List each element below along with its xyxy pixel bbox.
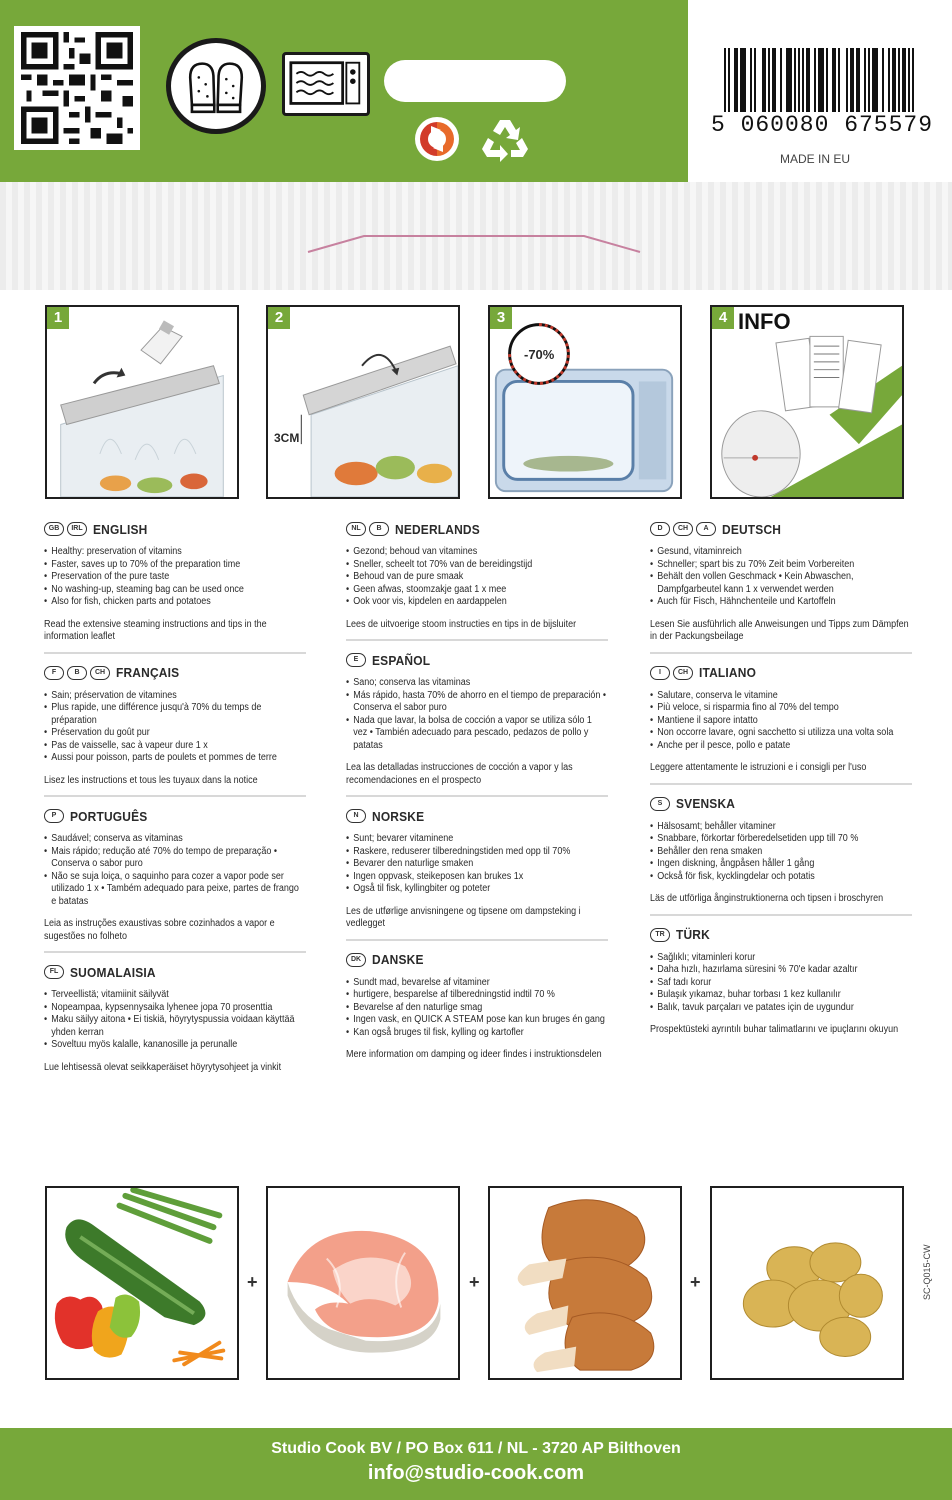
language-name: TÜRK <box>676 927 710 942</box>
benefit-item: • Não se suja loiça, o saquinho para cozer a vapor pode ser utilizado 1 x • Também adequado para peixe, partes de frango e batatas <box>44 871 306 909</box>
potatoes-image <box>712 1188 902 1378</box>
instruction-note: Lea las detalladas instrucciones de cocción a vapor y las recomendaciones en el prospecto <box>346 762 573 786</box>
benefit-item: • Sneller, scheelt tot 70% van de bereidingstijd <box>346 559 608 572</box>
benefit-item: • Nopeampaa, kypsennysaika lyhenee jopa 70 prosenttia <box>44 1002 306 1015</box>
country-code-badge: P <box>44 809 64 823</box>
country-code-badge: CH <box>673 522 693 536</box>
benefit-item: • Sunt; bevarer vitaminene <box>346 833 608 846</box>
benefit-item: • Sano; conserva las vitaminas <box>346 677 608 690</box>
benefit-item: • Ingen vask, en QUICK A STEAM pose kan kun bruges én gang <box>346 1014 608 1027</box>
country-code-badge: CH <box>673 666 693 680</box>
benefit-list <box>44 833 306 908</box>
benefit-item: • Også til fisk, kyllingbiter og poteter <box>346 883 608 896</box>
food-salmon-panel <box>266 1186 460 1380</box>
plus-sign: + <box>247 1272 258 1292</box>
language-header <box>346 805 608 827</box>
language-section <box>346 649 608 797</box>
leaflet-egg-timer-illustration <box>712 307 902 497</box>
language-section <box>650 518 912 654</box>
language-column-right <box>650 518 912 1053</box>
company-email: info@studio-cook.com <box>367 1462 585 1484</box>
language-header <box>650 793 912 815</box>
benefit-item: • Préservation du goût pur <box>44 727 306 740</box>
instruction-note: Les de utførlige anvisningene og tipsene om dampsteking i vedlegget <box>346 905 581 929</box>
benefit-item: • Plus rapide, une différence jusqu'à 70% du temps de préparation <box>44 702 306 727</box>
step-number: 3 <box>490 307 512 329</box>
instruction-note: Lue lehtisessä olevat seikkaperäiset höyrytysohjeet ja vinkit <box>44 1061 282 1073</box>
barcode-area <box>688 0 952 182</box>
instruction-note: Läs de utförliga ånginstruktionerna och tipsen i broschyren <box>650 893 884 904</box>
country-code-badge: B <box>369 522 389 536</box>
language-column-middle <box>346 518 608 1078</box>
instruction-note: Read the extensive steaming instructions and tips in the information leaflet <box>44 618 267 642</box>
instruction-note: Leia as instruções exaustivas sobre cozinhados a vapor e sugestões no folheto <box>44 918 275 942</box>
language-name: SUOMALAISIA <box>70 964 156 980</box>
benefit-item: • Preservation of the pure taste <box>44 571 306 584</box>
recycle-icon <box>480 116 530 162</box>
language-name: ITALIANO <box>699 665 757 680</box>
benefit-list <box>346 977 608 1040</box>
benefit-item: • Saf tadı korur <box>650 977 912 990</box>
benefit-item: • Sundt mad, bevarelse af vitaminer <box>346 977 608 990</box>
country-code-badge: NL <box>346 522 366 536</box>
language-header <box>44 518 306 540</box>
company-address: Studio Cook BV / PO Box 611 / NL - 3720 AP Bilthoven <box>271 1440 681 1457</box>
benefit-list <box>346 833 608 896</box>
step-number: 1 <box>47 307 69 329</box>
benefit-item: • Kan også bruges til fisk, kylling og kartofler <box>346 1027 608 1040</box>
step-3-label: -70% <box>524 347 555 362</box>
benefit-item: • Saudável; conserva as vitaminas <box>44 833 306 846</box>
benefit-item: • Faster, saves up to 70% of the preparation time <box>44 559 306 572</box>
language-section <box>346 949 608 1070</box>
benefit-item: • Sağlıklı; vitaminleri korur <box>650 952 912 965</box>
country-code-badge: S <box>650 797 670 811</box>
language-header <box>346 949 608 971</box>
benefit-item: • Raskere, reduserer tilberedningstiden med opp til 70% <box>346 846 608 859</box>
benefit-list <box>44 546 306 609</box>
benefit-item: • Gesund, vitaminreich <box>650 546 912 559</box>
benefit-item: • Behåller den rena smaken <box>650 846 912 859</box>
salmon-image <box>268 1188 458 1378</box>
benefit-item: • Behält den vollen Geschmack • Kein Abwaschen, Dampfgarbeutel kann 1 x verwendet werden <box>650 571 912 596</box>
instruction-note: Leggere attentamente le istruzioni e i consigli per l'uso <box>650 762 867 773</box>
benefit-item: • Hälsosamt; behåller vitaminer <box>650 821 912 834</box>
country-code-badge: I <box>650 666 670 680</box>
vegetables-image <box>47 1188 237 1378</box>
instruction-note: Lisez les instructions et tous les tuyaux dans la notice <box>44 774 258 786</box>
language-name: NORSKE <box>372 808 425 824</box>
language-column-left <box>44 518 306 1090</box>
barcode <box>724 48 914 118</box>
microwave-icon <box>282 52 370 116</box>
step-number: 2 <box>268 307 290 329</box>
benefit-item: • Daha hızlı, hazırlama süresini % 70'e kadar azaltır <box>650 964 912 977</box>
benefit-item: • Snabbare, förkortar förberedelsetiden upp till 70 % <box>650 833 912 846</box>
benefit-item: • Mantiene il sapore intatto <box>650 715 912 728</box>
benefit-item: • Bevarelse af den naturlige smag <box>346 1002 608 1015</box>
country-code-badge: B <box>67 666 87 680</box>
language-header <box>346 649 608 671</box>
benefit-item: • Sain; préservation de vitamines <box>44 690 306 703</box>
made-in-label: MADE IN EU <box>780 152 851 166</box>
language-section <box>346 518 608 641</box>
language-section <box>44 518 306 654</box>
country-code-badge: D <box>650 522 670 536</box>
benefit-item: • Più veloce, si risparmia fino al 70% del tempo <box>650 702 912 715</box>
country-code-badge: IRL <box>67 522 87 536</box>
food-vegetables-panel <box>45 1186 239 1380</box>
benefit-item: • Behoud van de pure smaak <box>346 571 608 584</box>
food-potatoes-panel <box>710 1186 904 1380</box>
benefit-item: • Mais rápido; redução até 70% do tempo de preparação • Conserva o sabor puro <box>44 846 306 871</box>
pour-sauce-illustration <box>47 307 237 497</box>
seal-bag-illustration <box>268 307 458 497</box>
language-section <box>650 924 912 1045</box>
qr-code <box>14 26 140 150</box>
benefit-item: • Más rápido, hasta 70% de ahorro en el tiempo de preparación • Conserva el sabor puro <box>346 690 608 715</box>
benefit-list <box>44 690 306 765</box>
instruction-note: Prospektüsteki ayrıntılı buhar talimatlarını ve ipuçlarını okuyun <box>650 1024 899 1035</box>
language-header <box>650 518 912 540</box>
benefit-item: • hurtigere, besparelse af tilberedningstid indtil 70 % <box>346 989 608 1002</box>
language-section <box>44 961 306 1082</box>
country-code-badge: TR <box>650 928 670 942</box>
benefit-item: • Geen afwas, stoomzakje gaat 1 x mee <box>346 584 608 597</box>
benefit-item: • Bulaşık yıkamaz, buhar torbası 1 kez kullanılır <box>650 989 912 1002</box>
language-section <box>650 662 912 785</box>
plus-sign: + <box>469 1272 480 1292</box>
country-code-badge: F <box>44 666 64 680</box>
benefit-list <box>346 546 608 609</box>
benefit-item: • Aussi pour poisson, parts de poulets et pommes de terre <box>44 752 306 765</box>
benefit-list <box>346 677 608 752</box>
benefit-item: • Ingen diskning, ångpåsen håller 1 gång <box>650 858 912 871</box>
language-name: ESPAÑOL <box>372 652 431 668</box>
language-section <box>650 793 912 916</box>
benefit-item: • Också för fisk, kycklingdelar och potatis <box>650 871 912 884</box>
benefit-item: • Nada que lavar, la bolsa de cocción a vapor se utiliza sólo 1 vez • También adecuado para pescado, pedazos de pollo y patatas <box>346 715 608 753</box>
food-chicken-panel <box>488 1186 682 1380</box>
language-header <box>650 924 912 946</box>
language-section <box>44 662 306 798</box>
language-header <box>44 961 306 983</box>
benefit-item: • Terveellistä; vitamiinit säilyvät <box>44 989 306 1002</box>
benefit-item: • Gezond; behoud van vitamines <box>346 546 608 559</box>
benefit-item: • Ingen oppvask, steikeposen kan brukes 1x <box>346 871 608 884</box>
benefit-list <box>650 690 912 753</box>
language-name: DEUTSCH <box>722 521 782 537</box>
step-number: 4 <box>712 307 734 329</box>
benefit-item: • Anche per il pesce, pollo e patate <box>650 740 912 753</box>
country-code-badge: N <box>346 809 366 823</box>
instruction-note: Lees de uitvoerige stoom instructies en tips in de bijsluiter <box>346 618 577 630</box>
language-section <box>44 805 306 953</box>
benefit-item: • Soveltuu myös kalalle, kananosille ja perunalle <box>44 1039 306 1052</box>
step-1-panel <box>45 305 239 499</box>
benefit-list <box>650 821 912 884</box>
barcode-number: 5 060080 675579 <box>708 112 936 138</box>
step-2-label: 3CM <box>274 431 300 445</box>
country-code-badge: E <box>346 653 366 667</box>
benefit-item: • Salutare, conserva le vitamine <box>650 690 912 703</box>
step-3-panel <box>488 305 682 499</box>
instruction-note: Mere information om damping og ideer findes i instruktionsdelen <box>346 1049 602 1060</box>
step-4-title: INFO <box>738 309 791 334</box>
language-name: DANSKE <box>372 952 424 967</box>
seal-line <box>304 232 644 256</box>
country-code-badge: A <box>696 522 716 536</box>
plus-sign: + <box>690 1272 701 1292</box>
country-code-badge: DK <box>346 953 366 967</box>
benefit-item: • Auch für Fisch, Hähnchenteile und Kartoffeln <box>650 596 912 609</box>
language-section <box>346 805 608 941</box>
benefit-item: • Schneller; spart bis zu 70% Zeit beim Vorbereiten <box>650 559 912 572</box>
benefit-item: • Ook voor vis, kipdelen en aardappelen <box>346 596 608 609</box>
step-2-panel <box>266 305 460 499</box>
chicken-image <box>490 1188 680 1378</box>
language-header <box>44 805 306 827</box>
step-4-panel <box>710 305 904 499</box>
footer <box>0 1428 952 1500</box>
benefit-item: • Non occorre lavare, ogni sacchetto si utilizza una volta sola <box>650 727 912 740</box>
language-header <box>650 662 912 684</box>
instruction-note: Lesen Sie ausführlich alle Anweisungen und Tipps zum Dämpfen in der Packungsbeilage <box>650 618 909 642</box>
benefit-list <box>650 546 912 609</box>
language-name: NEDERLANDS <box>395 521 480 537</box>
top-band <box>0 0 688 182</box>
benefit-item: • Healthy: preservation of vitamins <box>44 546 306 559</box>
country-code-badge: GB <box>44 522 64 536</box>
benefit-item: • Maku säilyy aitona • Ei tiskiä, höyrytyspussia voidaan käyttää yhden kerran <box>44 1014 306 1039</box>
benefit-item: • Balık, tavuk parçaları ve patates için de uygundur <box>650 1002 912 1015</box>
language-name: ENGLISH <box>93 521 148 537</box>
benefit-item: • No washing-up, steaming bag can be used once <box>44 584 306 597</box>
language-header <box>346 518 608 540</box>
benefit-item: • Pas de vaisselle, sac à vapeur dure 1 x <box>44 740 306 753</box>
benefit-item: • Bevarer den naturlige smaken <box>346 858 608 871</box>
benefit-list <box>44 989 306 1052</box>
country-code-badge: FL <box>44 965 64 979</box>
language-name: FRANÇAIS <box>116 665 180 680</box>
language-name: PORTUGUÊS <box>70 808 148 824</box>
microwave-timer-illustration <box>490 307 680 497</box>
hang-hole <box>384 60 566 102</box>
benefit-item: • Also for fish, chicken parts and potatoes <box>44 596 306 609</box>
product-code: SC-Q015-CW <box>922 1244 932 1300</box>
language-header <box>44 662 306 684</box>
country-code-badge: CH <box>90 666 110 680</box>
green-dot-icon <box>414 116 460 162</box>
language-name: SVENSKA <box>676 796 736 811</box>
benefit-list <box>650 952 912 1015</box>
oven-mitts-icon <box>166 38 266 134</box>
